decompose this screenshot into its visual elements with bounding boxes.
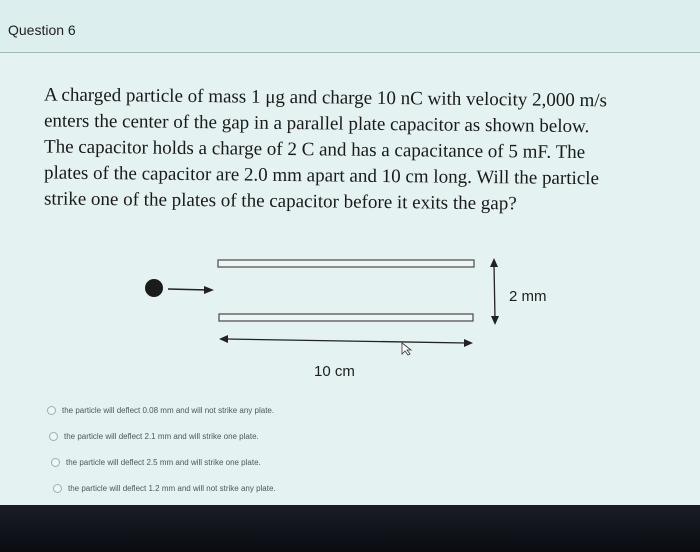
answer-option-label: the particle will deflect 2.1 mm and will strike one plate. — [64, 432, 259, 441]
answer-option[interactable] — [51, 458, 261, 467]
length-label: 10 cm — [314, 363, 355, 380]
radio-button[interactable] — [51, 458, 60, 467]
length-arrowhead-right — [464, 339, 473, 347]
gap-arrowhead-top — [490, 258, 498, 267]
question-line: A charged particle of mass 1 μg and charge 10 nC with velocity 2,000 m/s — [43, 84, 608, 112]
top-plate — [218, 260, 474, 267]
velocity-arrow — [168, 289, 208, 290]
question-line: The capacitor holds a charge of 2 C and has a capacitance of 5 mF. The — [43, 136, 586, 164]
radio-button[interactable] — [49, 432, 58, 441]
length-dimension-arrow — [226, 339, 466, 343]
mouse-cursor-icon — [402, 343, 411, 355]
question-line: strike one of the plates of the capacitor before it exits the gap? — [43, 188, 517, 215]
gap-arrowhead-bottom — [491, 316, 499, 325]
length-arrowhead-left — [219, 335, 228, 343]
question-line: enters the center of the gap in a parallel plate capacitor as shown below. — [43, 110, 590, 138]
gap-dimension-arrow — [494, 264, 495, 319]
answer-option[interactable] — [47, 406, 274, 415]
answer-option[interactable] — [49, 432, 259, 441]
particle-dot — [145, 279, 163, 297]
answer-option[interactable] — [53, 484, 276, 493]
bottom-bar — [0, 505, 700, 552]
answer-option-label: the particle will deflect 0.08 mm and will not strike any plate. — [62, 406, 275, 415]
answer-option-label: the particle will deflect 1.2 mm and will not strike any plate. — [68, 484, 276, 493]
radio-button[interactable] — [53, 484, 62, 493]
answer-option-label: the particle will deflect 2.5 mm and will strike one plate. — [66, 458, 261, 467]
velocity-arrowhead — [204, 286, 214, 294]
question-line: plates of the capacitor are 2.0 mm apart and 10 cm long. Will the particle — [43, 162, 600, 190]
radio-button[interactable] — [47, 406, 56, 415]
bottom-plate — [219, 314, 473, 321]
gap-label: 2 mm — [509, 288, 547, 305]
question-title: Question 6 — [8, 22, 76, 38]
